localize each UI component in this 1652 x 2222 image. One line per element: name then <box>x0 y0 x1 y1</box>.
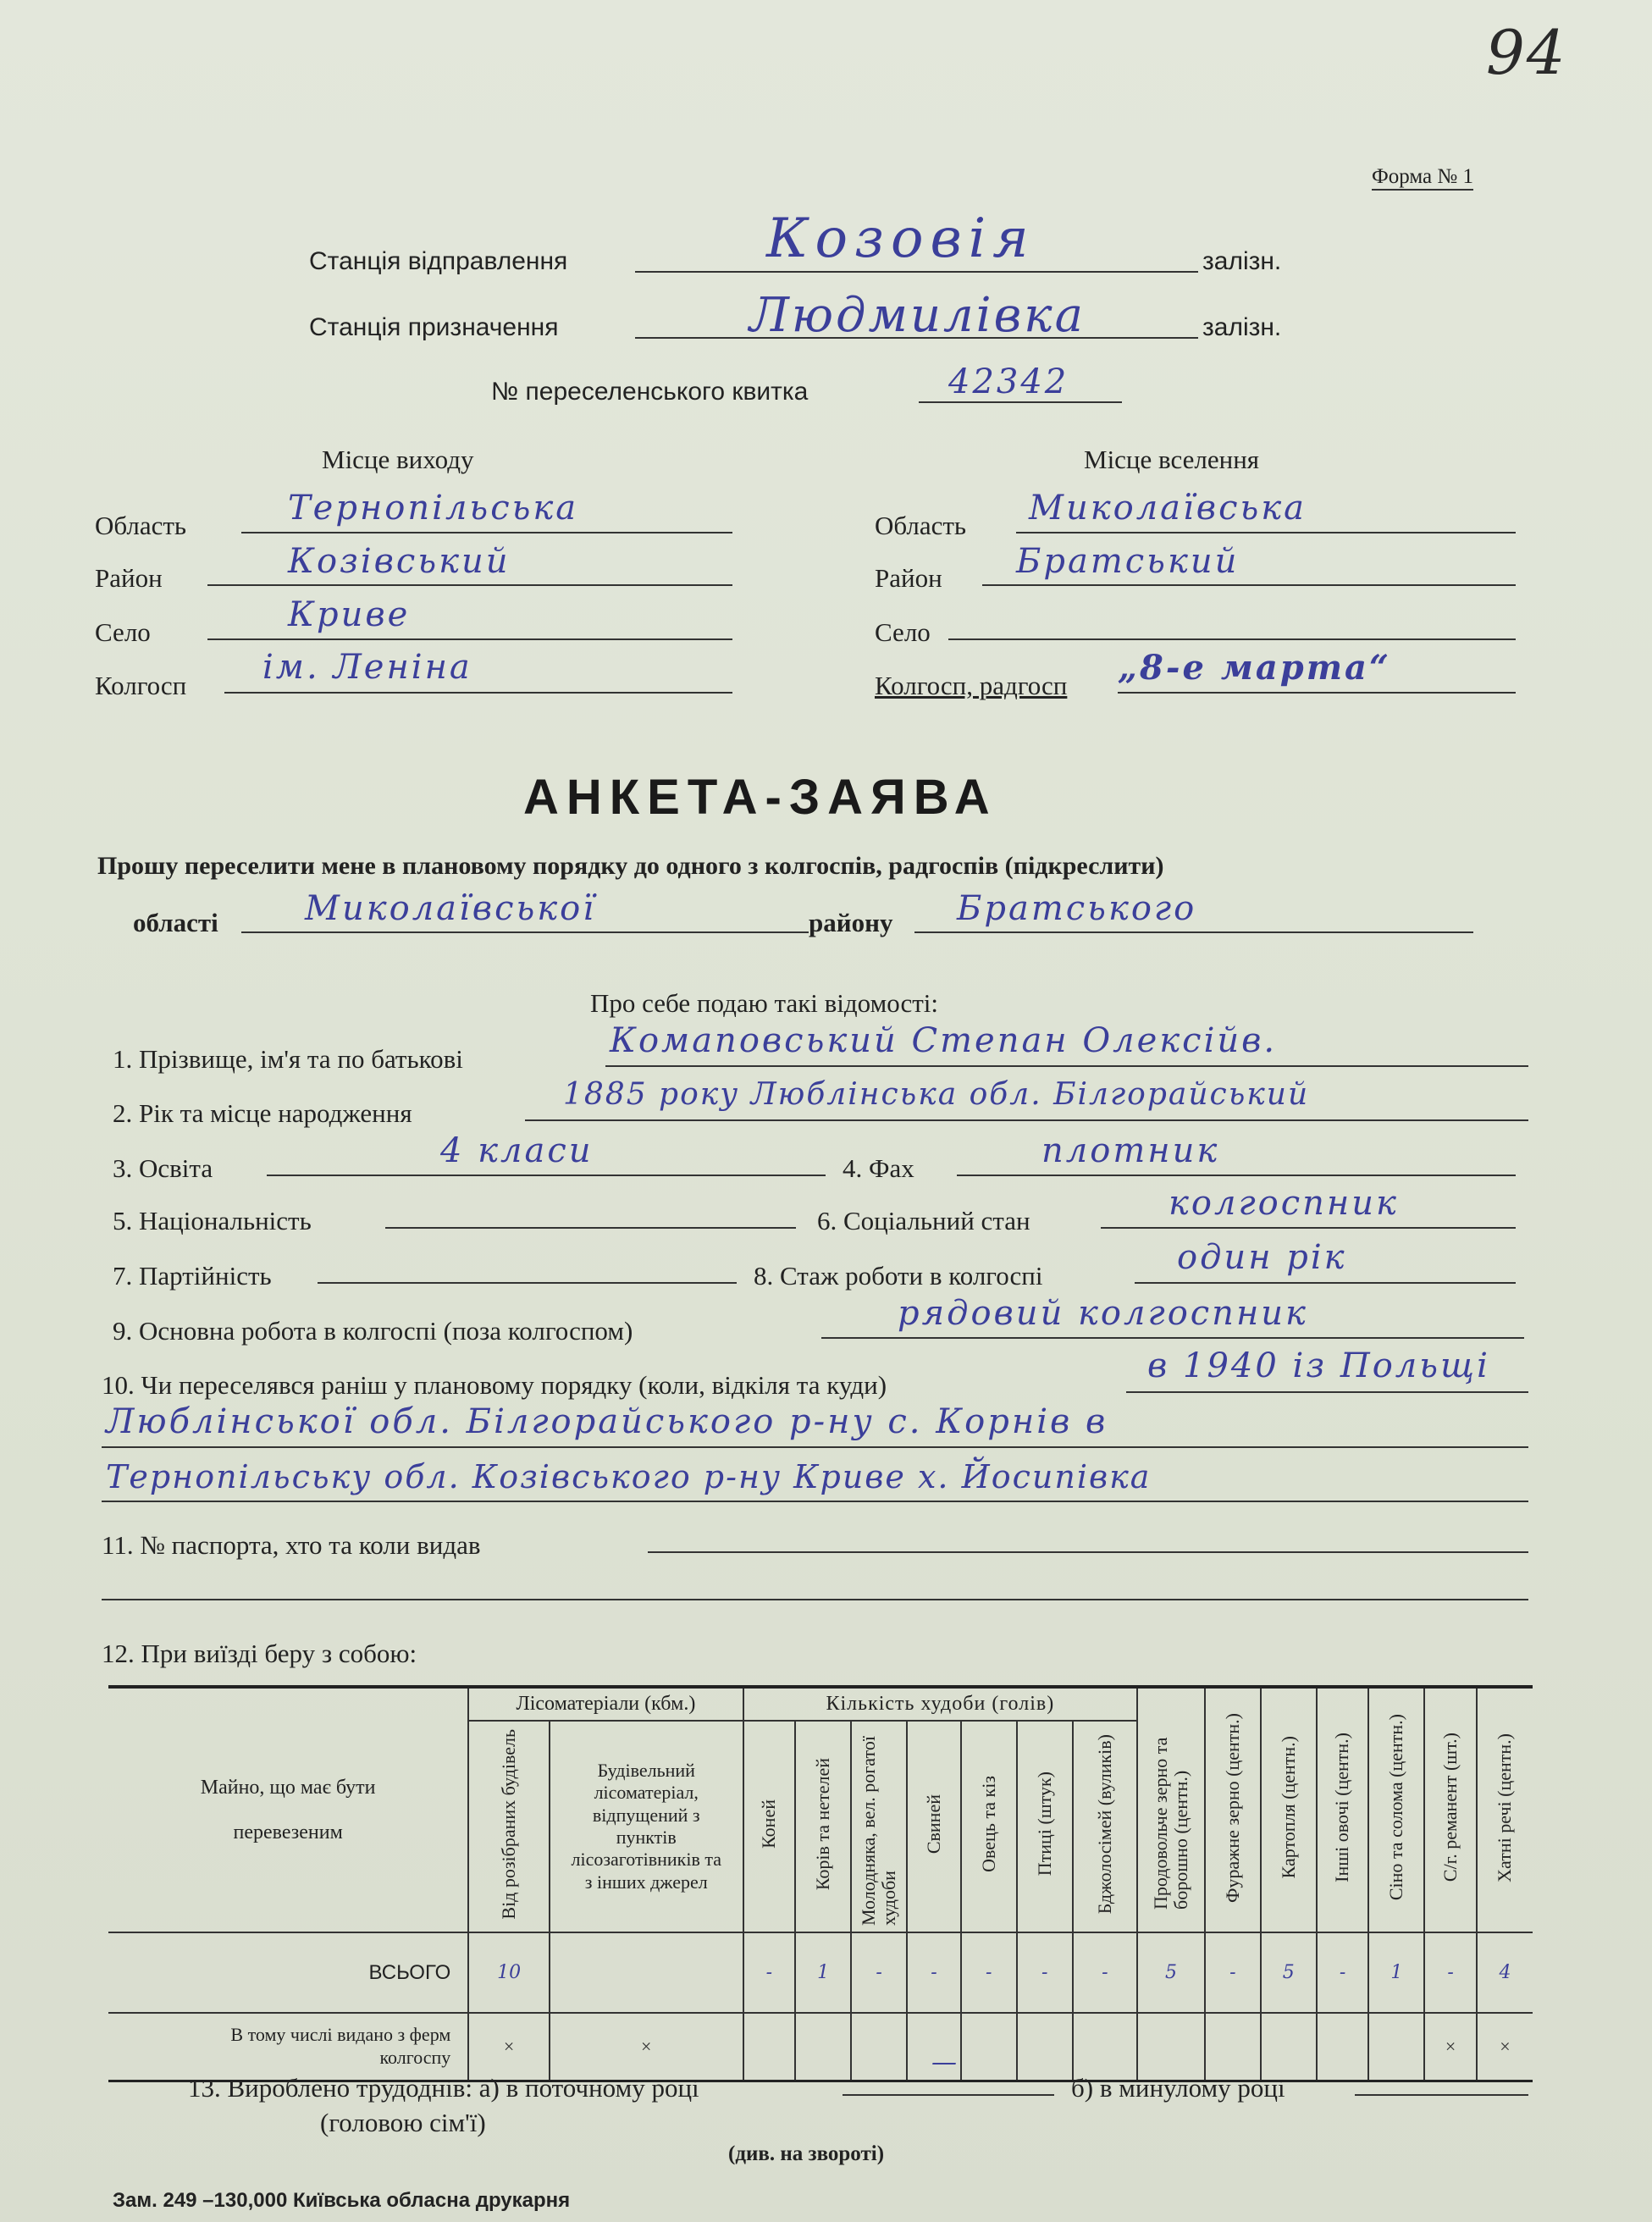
printer-imprint: Зам. 249 –130,000 Київська обласна друкарня <box>113 2189 571 2212</box>
table-cell: - <box>961 1932 1017 2013</box>
field-1-value: Комаповський Степан Олексійв. <box>610 1021 1278 1060</box>
table-row-farm <box>108 2013 1533 2081</box>
table-cell <box>1073 2013 1138 2081</box>
field-2-label: 2. Рік та місце народження <box>113 1098 412 1128</box>
table-cell <box>851 2013 907 2081</box>
header-col-13: Інші овочі (центн.) <box>1317 1687 1369 1932</box>
rail-suffix-1: залізн. <box>1202 247 1282 275</box>
table-cell <box>1137 2013 1205 2081</box>
table-cell: × <box>550 2013 743 2081</box>
table-cell: 5 <box>1137 1932 1205 2013</box>
header-col-15: С/г. реманент (шт.) <box>1424 1687 1477 1932</box>
field-6-line <box>1101 1227 1516 1229</box>
field-9-label: 9. Основна робота в колгоспі (поза колгоспом) <box>113 1316 633 1346</box>
table-cell <box>1205 2013 1261 2081</box>
origin-kolhosp-label: Колгосп <box>95 671 187 700</box>
field-8-value: один рік <box>1177 1238 1347 1277</box>
destination-heading: Місце вселення <box>1084 445 1260 474</box>
archive-number: 94 <box>1486 17 1567 88</box>
table-cell <box>550 1932 743 2013</box>
field-11-label: 11. № паспорта, хто та коли видав <box>102 1530 481 1560</box>
dest-selo-label: Село <box>875 617 931 647</box>
dest-oblast-label: Область <box>875 511 967 540</box>
field-4-label: 4. Фах <box>843 1153 914 1183</box>
origin-raion-label: Район <box>95 563 163 593</box>
header-livestock-group: Кількість худоби (голів) <box>743 1687 1138 1721</box>
footer-note: (див. на звороті) <box>728 2142 885 2165</box>
departure-value: Козовія <box>766 207 1036 270</box>
origin-oblast-label: Область <box>95 511 187 540</box>
field-4-line <box>957 1175 1516 1176</box>
header-col-1: Від розібраних будівель <box>468 1721 550 1932</box>
rail-suffix-2: залізн. <box>1202 313 1282 341</box>
field-10-line-3 <box>102 1501 1528 1502</box>
header-col-5: Молодняка, вел. рогатої худоби <box>851 1721 907 1932</box>
table-cell <box>1261 2013 1317 2081</box>
ticket-line <box>919 401 1122 403</box>
request-oblast-line <box>241 931 809 933</box>
header-col-14: Сіно та солома (центн.) <box>1368 1687 1424 1932</box>
field-1-line <box>605 1065 1528 1067</box>
field-10-value-3: Тернопільську обл. Козівського р-ну Криве х. Йосипівка <box>106 1458 1152 1495</box>
dest-oblast-line <box>1016 532 1516 533</box>
header-col-10: Продовольче зерно та борошно (центн.) <box>1137 1687 1205 1932</box>
dest-raion-value: Братський <box>1016 542 1240 581</box>
table-cell: 1 <box>1368 1932 1424 2013</box>
field-9-value: рядовий колгоспник <box>898 1294 1308 1333</box>
header-col-2: Будівельний лісоматеріал, відпущений з пунктів лісозаготівників та з інших джерел <box>550 1721 743 1932</box>
table-cell: × <box>1424 2013 1477 2081</box>
origin-oblast-line <box>241 532 732 533</box>
field-7-label: 7. Партійність <box>113 1261 272 1291</box>
form-number: Форма № 1 <box>1372 165 1473 191</box>
field-10-label: 10. Чи переселявся раніш у плановому порядку (коли, відкіля та куди) <box>102 1370 887 1400</box>
workdays-sub-label: (головою сім'ї) <box>320 2108 486 2137</box>
field-6-value: колгоспник <box>1169 1184 1399 1223</box>
field-11-line-1 <box>648 1551 1528 1553</box>
dest-oblast-value: Миколаївська <box>1029 489 1307 528</box>
field-10-line-2 <box>102 1446 1528 1448</box>
table-cell: × <box>468 2013 550 2081</box>
field-11-line-2 <box>102 1599 1528 1600</box>
destination-value: Людмилівка <box>749 288 1086 343</box>
header-property: Майно, що має бути перевезеним <box>108 1687 468 1932</box>
table-cell <box>743 2013 796 2081</box>
table-cell: - <box>1424 1932 1477 2013</box>
ticket-label: № переселенського квитка <box>491 378 809 406</box>
table-cell: - <box>907 1932 961 2013</box>
departure-label: Станція відправлення <box>309 247 568 275</box>
origin-raion-value: Козівський <box>288 542 511 581</box>
header-col-8: Птиці (штук) <box>1017 1721 1073 1932</box>
dest-kolhosp-value: „8-е марта“ <box>1118 648 1391 688</box>
request-oblast-label: області <box>133 908 218 937</box>
table-cell: - <box>851 1932 907 2013</box>
field-8-label: 8. Стаж роботи в колгоспі <box>754 1261 1043 1291</box>
request-line: Прошу переселити мене в плановому порядку до одного з колгоспів, радгоспів (підкреслити) <box>97 852 1164 880</box>
origin-selo-label: Село <box>95 617 151 647</box>
workdays-current-line <box>843 2094 1054 2096</box>
workdays-current-value: — <box>931 2048 959 2077</box>
origin-oblast-value: Тернопільська <box>288 489 579 528</box>
origin-selo-line <box>207 638 732 640</box>
field-1-label: 1. Прізвище, ім'я та по батькові <box>113 1044 463 1074</box>
header-col-4: Корів та нетелей <box>795 1721 851 1932</box>
origin-kolhosp-value: ім. Леніна <box>262 648 472 687</box>
table-cell: × <box>1477 2013 1533 2081</box>
dest-kolhosp-label: Колгосп, радгосп <box>875 671 1068 700</box>
workdays-prev-line <box>1355 2094 1528 2096</box>
origin-selo-value: Криве <box>288 595 411 634</box>
field-7-line <box>318 1282 737 1284</box>
table-cell: - <box>1017 1932 1073 2013</box>
table-cell: 4 <box>1477 1932 1533 2013</box>
destination-label: Станція призначення <box>309 313 559 341</box>
request-raion-line <box>914 931 1473 933</box>
field-10-value-1: в 1940 із Польщі <box>1147 1346 1490 1385</box>
field-6-label: 6. Соціальний стан <box>817 1206 1030 1235</box>
table-cell: 10 <box>468 1932 550 2013</box>
table-cell <box>1317 2013 1369 2081</box>
header-col-9: Бджолосімей (вуликів) <box>1073 1721 1138 1932</box>
table-cell <box>1368 2013 1424 2081</box>
dest-selo-line <box>948 638 1516 640</box>
table-cell: - <box>743 1932 796 2013</box>
header-col-12: Картопля (центн.) <box>1261 1687 1317 1932</box>
goods-table <box>108 1685 1533 2082</box>
form-title: АНКЕТА-ЗАЯВА <box>523 770 997 825</box>
ticket-value: 42342 <box>948 362 1069 401</box>
field-4-value: плотник <box>1041 1131 1220 1170</box>
field-3-label: 3. Освіта <box>113 1153 213 1183</box>
field-12-label: 12. При виїзді беру з собою: <box>102 1639 417 1668</box>
header-col-3: Коней <box>743 1721 796 1932</box>
table-cell: - <box>1205 1932 1261 2013</box>
table-cell: - <box>1073 1932 1138 2013</box>
header-col-6: Свиней <box>907 1721 961 1932</box>
dest-raion-label: Район <box>875 563 942 593</box>
dest-raion-line <box>982 584 1516 586</box>
request-oblast-value: Миколаївської <box>305 889 597 928</box>
request-raion-value: Братського <box>957 889 1197 928</box>
field-10-value-2: Люблінської обл. Білгорайського р-ну с. Корнів в <box>106 1402 1108 1441</box>
workdays-prev-label: б) в минулому році <box>1071 2073 1285 2103</box>
table-cell <box>1017 2013 1073 2081</box>
origin-heading: Місце виходу <box>322 445 474 474</box>
table-cell: - <box>1317 1932 1369 2013</box>
table-cell <box>961 2013 1017 2081</box>
field-8-line <box>1135 1282 1516 1284</box>
field-10-line-1 <box>1126 1391 1528 1393</box>
header-col-11: Фуражне зерно (центн.) <box>1205 1687 1261 1932</box>
header-col-16: Хатні речі (центн.) <box>1477 1687 1533 1932</box>
row-total-label: ВСЬОГО <box>108 1932 468 2013</box>
table-row-total <box>108 1932 1533 2013</box>
field-9-line <box>821 1337 1524 1339</box>
row-farm-label: В тому числі видано з ферм колгоспу <box>108 2013 468 2081</box>
info-heading: Про себе подаю такі відомості: <box>590 988 939 1018</box>
table-cell <box>795 2013 851 2081</box>
origin-kolhosp-line <box>224 692 732 694</box>
header-lumber-group: Лісоматеріали (кбм.) <box>468 1687 743 1721</box>
field-5-label: 5. Національність <box>113 1206 312 1235</box>
departure-line <box>635 271 1198 273</box>
workdays-label: 13. Вироблено трудоднів: а) в поточному році <box>188 2073 699 2103</box>
origin-raion-line <box>207 584 732 586</box>
field-5-line <box>385 1227 796 1229</box>
dest-kolhosp-line <box>1118 692 1516 694</box>
field-2-line <box>525 1119 1528 1121</box>
header-col-7: Овець та кіз <box>961 1721 1017 1932</box>
field-3-line <box>267 1175 826 1176</box>
field-3-value: 4 класи <box>440 1131 594 1170</box>
table-cell: 1 <box>795 1932 851 2013</box>
field-2-value: 1885 року Люблінська обл. Білгорайський <box>563 1077 1310 1112</box>
table-cell: 5 <box>1261 1932 1317 2013</box>
request-raion-label: району <box>809 908 893 937</box>
